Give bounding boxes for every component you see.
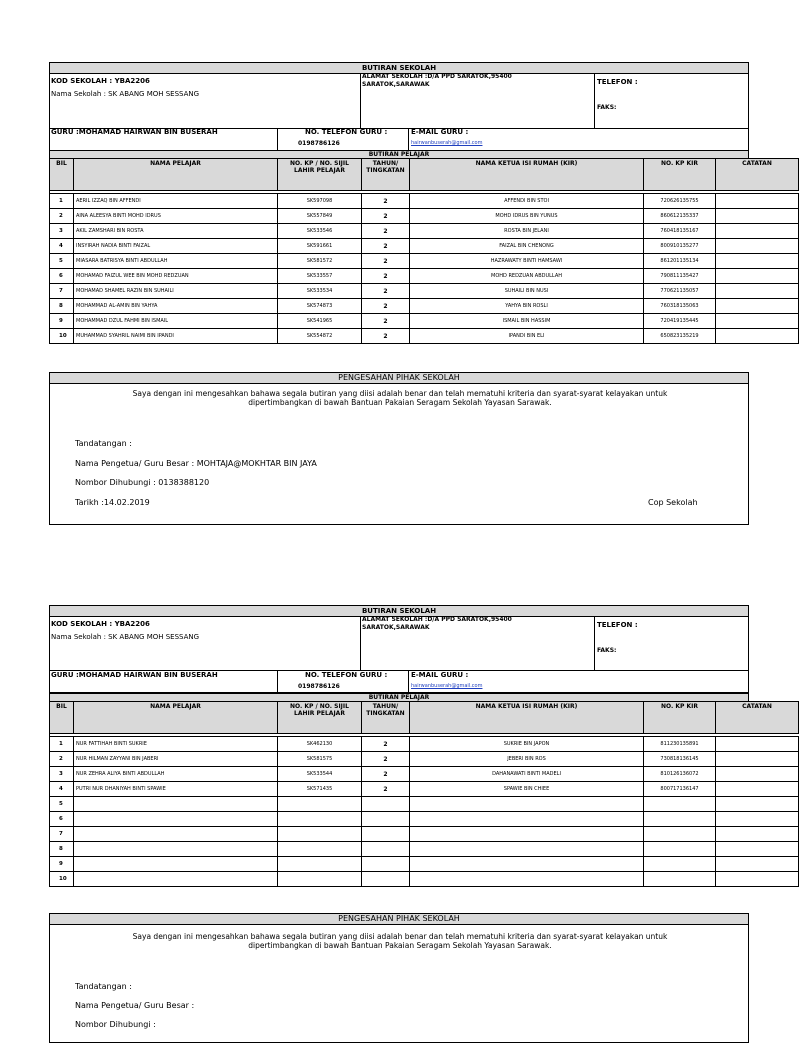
table-row	[50, 827, 799, 842]
table-row	[50, 737, 799, 752]
table-row	[50, 224, 799, 239]
table-row	[50, 239, 799, 254]
table-row	[50, 329, 799, 344]
row-catatan	[716, 254, 799, 269]
row-tahun: 2	[362, 314, 410, 329]
table-row	[50, 284, 799, 299]
row-nama-ketua	[410, 872, 644, 887]
row-nama-ketua	[410, 797, 644, 812]
row-nama-pelajar: AKIL ZAMSHARI BIN ROSTA	[74, 224, 278, 239]
table-row	[50, 767, 799, 782]
row-tahun: 2	[362, 737, 410, 752]
row-bil: 7	[50, 827, 74, 842]
row-catatan	[716, 224, 799, 239]
col-no-kp-kir: NO. KP KIR	[644, 702, 716, 734]
row-nama-pelajar: NUR FATTIHAH BINTI SUKRIE	[74, 737, 278, 752]
row-no-kp-kir	[644, 827, 716, 842]
row-tahun	[362, 812, 410, 827]
row-no-kp-kir: 800717136147	[644, 782, 716, 797]
row-no-kp-kir	[644, 797, 716, 812]
row-nama-ketua: AFFENDI BIN STOI	[410, 194, 644, 209]
row-tahun: 2	[362, 752, 410, 767]
email-guru-link[interactable]: hairwanbuserah@gmail.com	[411, 683, 483, 689]
row-catatan	[716, 209, 799, 224]
row-tahun: 2	[362, 269, 410, 284]
col-catatan: CATATAN	[716, 702, 799, 734]
table-row	[50, 857, 799, 872]
row-catatan	[716, 767, 799, 782]
row-tahun	[362, 842, 410, 857]
table-row	[50, 299, 799, 314]
row-bil: 5	[50, 254, 74, 269]
row-nama-pelajar	[74, 827, 278, 842]
row-bil: 1	[50, 737, 74, 752]
nombor-dihubungi: Nombor Dihubungi : 0138388120	[75, 478, 210, 487]
faks-label: FAKS:	[597, 104, 617, 111]
col-bil: BIL	[50, 702, 74, 734]
col-catatan: CATATAN	[716, 159, 799, 191]
alamat-line1: ALAMAT SEKOLAH :D/A PPD SARATOK,95400	[362, 616, 512, 623]
row-nama-ketua	[410, 842, 644, 857]
pengesahan-para-1: Saya dengan ini mengesahkan bahawa segala butiran yang diisi adalah benar dan telah mematuhi kriteria dan syarat-syarat kelayakan untuk	[132, 932, 668, 941]
col-tahun: TAHUN/ TINGKATAN	[362, 159, 410, 191]
col-nama-ketua: NAMA KETUA ISI RUMAH (KIR)	[410, 159, 644, 191]
row-catatan	[716, 797, 799, 812]
row-nama-ketua: HAZRAWATY BINTI HAMSAWI	[410, 254, 644, 269]
row-nama-pelajar	[74, 857, 278, 872]
row-no-kp-kir: 760418135167	[644, 224, 716, 239]
row-no-kp: SK597098	[278, 194, 362, 209]
row-bil: 1	[50, 194, 74, 209]
row-tahun	[362, 872, 410, 887]
row-tahun: 2	[362, 224, 410, 239]
row-nama-ketua: SUKRIE BIN JAPON	[410, 737, 644, 752]
row-nama-pelajar	[74, 842, 278, 857]
row-bil: 4	[50, 239, 74, 254]
row-no-kp: SK571435	[278, 782, 362, 797]
row-tahun: 2	[362, 284, 410, 299]
row-nama-pelajar	[74, 872, 278, 887]
no-telefon-guru-label: NO. TELEFON GURU :	[305, 128, 388, 136]
row-no-kp: SK533534	[278, 284, 362, 299]
row-tahun	[362, 857, 410, 872]
table-row	[50, 782, 799, 797]
row-bil: 6	[50, 812, 74, 827]
row-catatan	[716, 842, 799, 857]
row-nama-ketua: IPANDI BIN ELI	[410, 329, 644, 344]
pengesahan-para-2: dipertimbangkan di bawah Bantuan Pakaian Seragam Sekolah Yayasan Sarawak.	[248, 941, 552, 950]
row-nama-pelajar: AINA ALEESYA BINTI MOHD IDRUS	[74, 209, 278, 224]
butiran-sekolah-header: BUTIRAN SEKOLAH	[49, 62, 749, 74]
row-catatan	[716, 827, 799, 842]
row-no-kp-kir: 650823135219	[644, 329, 716, 344]
row-tahun: 2	[362, 782, 410, 797]
row-no-kp: SK574873	[278, 299, 362, 314]
row-nama-ketua: MOHD REDZUAN ABDULLAH	[410, 269, 644, 284]
email-guru-link[interactable]: hairwanbuserah@gmail.com	[411, 140, 483, 146]
pengesahan-para-1: Saya dengan ini mengesahkan bahawa segala butiran yang diisi adalah benar dan telah mematuhi kriteria dan syarat-syarat kelayakan untuk	[132, 389, 668, 398]
nama-sekolah: Nama Sekolah : SK ABANG MOH SESSANG	[51, 90, 200, 98]
student-table	[49, 158, 799, 344]
row-no-kp: SK591661	[278, 239, 362, 254]
nama-pengetua: Nama Pengetua/ Guru Besar :	[75, 1001, 195, 1010]
table-row	[50, 797, 799, 812]
row-no-kp-kir: 790811135427	[644, 269, 716, 284]
row-bil: 2	[50, 209, 74, 224]
row-catatan	[716, 194, 799, 209]
no-telefon-guru-value: 0198786126	[298, 140, 340, 147]
row-no-kp-kir	[644, 857, 716, 872]
row-no-kp	[278, 872, 362, 887]
email-guru-label: E-MAIL GURU :	[411, 671, 469, 679]
row-no-kp: SK554872	[278, 329, 362, 344]
row-nama-ketua: SPAWIE BIN CHIEE	[410, 782, 644, 797]
table-row	[50, 752, 799, 767]
table-row	[50, 872, 799, 887]
row-no-kp	[278, 812, 362, 827]
row-bil: 2	[50, 752, 74, 767]
butiran-pelajar-header: BUTIRAN PELAJAR	[49, 150, 749, 159]
tandatangan-label: Tandatangan :	[75, 439, 132, 448]
row-no-kp: SK581575	[278, 752, 362, 767]
guru-name: GURU :MOHAMAD HAIRWAN BIN BUSERAH	[51, 128, 218, 136]
row-nama-ketua: JEBERI BIN ROS	[410, 752, 644, 767]
row-nama-ketua: YAHYA BIN ROSLI	[410, 299, 644, 314]
row-nama-pelajar: MOHAMMAD AL-AMIN BIN YAHYA	[74, 299, 278, 314]
row-bil: 3	[50, 224, 74, 239]
row-catatan	[716, 872, 799, 887]
col-no-kp-kir: NO. KP KIR	[644, 159, 716, 191]
table-row	[50, 194, 799, 209]
cop-sekolah: Cop Sekolah	[648, 498, 698, 507]
row-no-kp: SK581572	[278, 254, 362, 269]
row-catatan	[716, 812, 799, 827]
col-no-kp: NO. KP / NO. SIJIL LAHIR PELAJAR	[278, 702, 362, 734]
row-nama-pelajar	[74, 812, 278, 827]
row-no-kp	[278, 827, 362, 842]
row-no-kp-kir: 800910135277	[644, 239, 716, 254]
col-nama-pelajar: NAMA PELAJAR	[74, 702, 278, 734]
row-no-kp-kir: 811230135891	[644, 737, 716, 752]
row-no-kp-kir: 770621135057	[644, 284, 716, 299]
row-tahun	[362, 827, 410, 842]
telefon-label: TELEFON :	[597, 621, 638, 629]
row-tahun: 2	[362, 209, 410, 224]
row-nama-pelajar: MOHAMAD SHAMEL RAZIN BIN SUHAILI	[74, 284, 278, 299]
row-nama-pelajar: PUTRI NUR DHANIYAH BINTI SPAWIE	[74, 782, 278, 797]
row-no-kp: SK533557	[278, 269, 362, 284]
butiran-pelajar-header: BUTIRAN PELAJAR	[49, 693, 749, 702]
row-bil: 4	[50, 782, 74, 797]
nombor-dihubungi: Nombor Dihubungi :	[75, 1020, 156, 1029]
table-row	[50, 812, 799, 827]
row-nama-pelajar: MUHAMMAD SYAHRIL NAIMI BIN IPANDI	[74, 329, 278, 344]
nama-sekolah: Nama Sekolah : SK ABANG MOH SESSANG	[51, 633, 200, 641]
col-bil: BIL	[50, 159, 74, 191]
no-telefon-guru-label: NO. TELEFON GURU :	[305, 671, 388, 679]
row-no-kp-kir: 861201135134	[644, 254, 716, 269]
row-nama-ketua: FAIZAL BIN CHENONG	[410, 239, 644, 254]
row-no-kp-kir: 720626135755	[644, 194, 716, 209]
row-tahun: 2	[362, 299, 410, 314]
email-guru-label: E-MAIL GURU :	[411, 128, 469, 136]
butiran-sekolah-header: BUTIRAN SEKOLAH	[49, 605, 749, 617]
row-no-kp-kir: 720419135445	[644, 314, 716, 329]
table-row	[50, 209, 799, 224]
row-catatan	[716, 239, 799, 254]
alamat-line1: ALAMAT SEKOLAH :D/A PPD SARATOK,95400	[362, 73, 512, 80]
row-catatan	[716, 857, 799, 872]
row-catatan	[716, 314, 799, 329]
row-no-kp-kir: 760318135063	[644, 299, 716, 314]
row-tahun: 2	[362, 194, 410, 209]
row-bil: 3	[50, 767, 74, 782]
row-nama-ketua	[410, 812, 644, 827]
row-nama-ketua	[410, 827, 644, 842]
tandatangan-label: Tandatangan :	[75, 982, 132, 991]
row-no-kp-kir: 810126136072	[644, 767, 716, 782]
col-no-kp: NO. KP / NO. SIJIL LAHIR PELAJAR	[278, 159, 362, 191]
row-nama-pelajar: MIASARA BATRISYA BINTI ABDULLAH	[74, 254, 278, 269]
row-tahun: 2	[362, 239, 410, 254]
row-no-kp-kir	[644, 812, 716, 827]
row-nama-pelajar: INSYIRAH NADIA BINTI FAIZAL	[74, 239, 278, 254]
student-table	[49, 701, 799, 887]
row-tahun	[362, 797, 410, 812]
row-nama-pelajar: NUR HILMAN ZAYYANI BIN JABERI	[74, 752, 278, 767]
tarikh: Tarikh :14.02.2019	[75, 498, 150, 507]
row-no-kp	[278, 842, 362, 857]
row-tahun: 2	[362, 254, 410, 269]
row-catatan	[716, 329, 799, 344]
alamat-line2: SARATOK,SARAWAK	[362, 81, 430, 88]
row-catatan	[716, 752, 799, 767]
alamat-line2: SARATOK,SARAWAK	[362, 624, 430, 631]
row-nama-pelajar	[74, 797, 278, 812]
no-telefon-guru-value: 0198786126	[298, 683, 340, 690]
telefon-label: TELEFON :	[597, 78, 638, 86]
pengesahan-title: PENGESAHAN PIHAK SEKOLAH	[49, 372, 749, 384]
col-nama-ketua: NAMA KETUA ISI RUMAH (KIR)	[410, 702, 644, 734]
row-catatan	[716, 782, 799, 797]
row-catatan	[716, 737, 799, 752]
table-row	[50, 842, 799, 857]
row-bil: 9	[50, 857, 74, 872]
row-bil: 9	[50, 314, 74, 329]
row-bil: 6	[50, 269, 74, 284]
row-bil: 10	[50, 872, 74, 887]
row-nama-pelajar: MOHAMMAD DZUL FAHMI BIN ISMAIL	[74, 314, 278, 329]
row-no-kp	[278, 857, 362, 872]
row-no-kp: SK541965	[278, 314, 362, 329]
row-no-kp: SK462130	[278, 737, 362, 752]
nama-pengetua: Nama Pengetua/ Guru Besar : MOHTAJA@MOKHTAR BIN JAYA	[75, 459, 317, 468]
row-nama-ketua	[410, 857, 644, 872]
row-catatan	[716, 299, 799, 314]
pengesahan-title: PENGESAHAN PIHAK SEKOLAH	[49, 913, 749, 925]
table-row	[50, 254, 799, 269]
row-nama-pelajar: MOHAMAD FAIZUL WEE BIN MOHD REDZUAN	[74, 269, 278, 284]
row-tahun: 2	[362, 767, 410, 782]
row-tahun: 2	[362, 329, 410, 344]
row-nama-ketua: ROSTA BIN JELANI	[410, 224, 644, 239]
row-no-kp: SK533546	[278, 224, 362, 239]
row-bil: 8	[50, 842, 74, 857]
table-row	[50, 314, 799, 329]
row-no-kp-kir	[644, 872, 716, 887]
row-bil: 10	[50, 329, 74, 344]
row-nama-pelajar: NUR ZEHRA ALIYA BINTI ABDULLAH	[74, 767, 278, 782]
faks-label: FAKS:	[597, 647, 617, 654]
row-bil: 7	[50, 284, 74, 299]
row-bil: 5	[50, 797, 74, 812]
row-no-kp: SK557849	[278, 209, 362, 224]
col-tahun: TAHUN/ TINGKATAN	[362, 702, 410, 734]
row-nama-ketua: MOHD IDRUS BIN YUNUS	[410, 209, 644, 224]
pengesahan-para-2: dipertimbangkan di bawah Bantuan Pakaian Seragam Sekolah Yayasan Sarawak.	[248, 398, 552, 407]
row-no-kp	[278, 797, 362, 812]
row-no-kp-kir: 860612135337	[644, 209, 716, 224]
row-nama-ketua: DAHANAWATI BINTI MADELI	[410, 767, 644, 782]
row-no-kp-kir	[644, 842, 716, 857]
row-no-kp-kir: 730818136145	[644, 752, 716, 767]
kod-sekolah: KOD SEKOLAH : YBA2206	[51, 620, 150, 628]
row-no-kp: SK533544	[278, 767, 362, 782]
table-row	[50, 269, 799, 284]
col-nama-pelajar: NAMA PELAJAR	[74, 159, 278, 191]
row-catatan	[716, 269, 799, 284]
row-nama-ketua: ISMAIL BIN HASSIM	[410, 314, 644, 329]
row-nama-ketua: SUHAILI BIN NUSI	[410, 284, 644, 299]
row-nama-pelajar: AERIL IZZAQ BIN AFFENDI	[74, 194, 278, 209]
row-catatan	[716, 284, 799, 299]
row-bil: 8	[50, 299, 74, 314]
guru-name: GURU :MOHAMAD HAIRWAN BIN BUSERAH	[51, 671, 218, 679]
kod-sekolah: KOD SEKOLAH : YBA2206	[51, 77, 150, 85]
